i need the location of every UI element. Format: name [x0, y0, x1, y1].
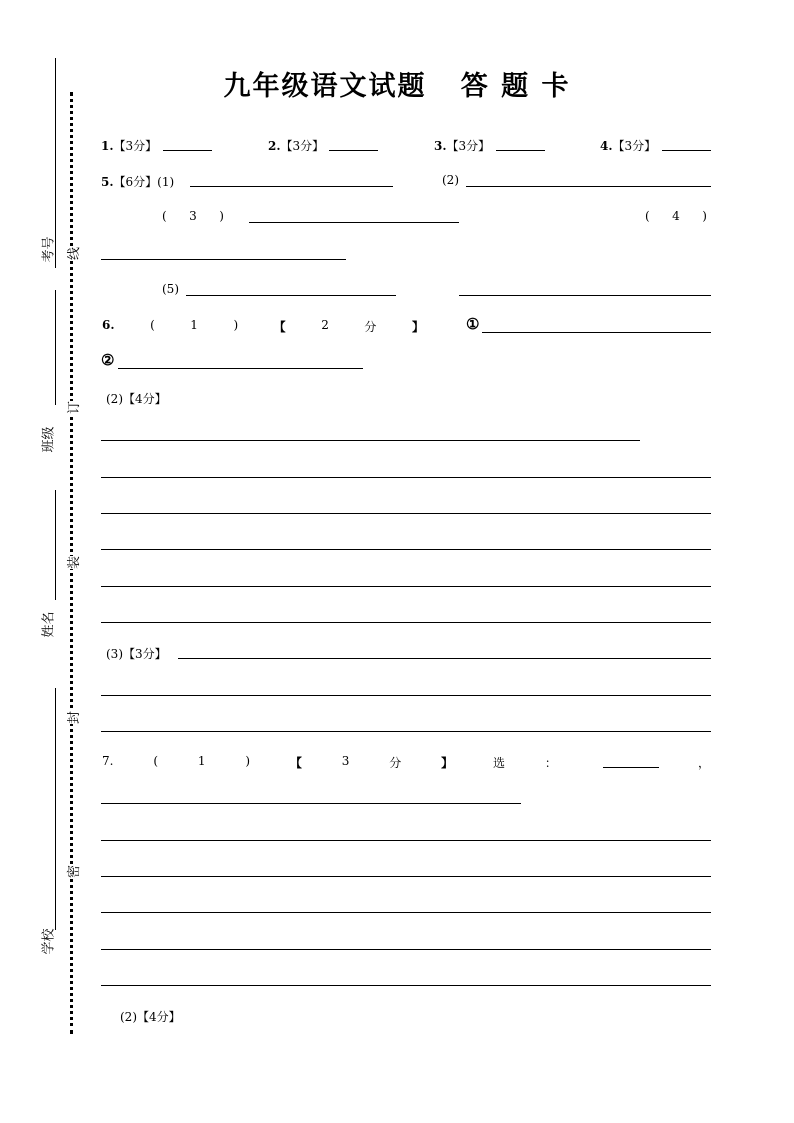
seal-mark-feng: 封: [63, 711, 82, 724]
label-name: 姓名: [41, 611, 57, 638]
q7-1-label: 7. ( 1 ) 【 3 分 】 选 ：: [102, 754, 557, 770]
title-sub: 答 题 卡: [460, 71, 571, 102]
q6-1-label: 6. ( 1 ) 【 2 分 】: [102, 318, 424, 334]
q6-3-answer-line-3[interactable]: [101, 731, 711, 732]
binding-rule-exam-class: [55, 290, 56, 405]
q5-1-answer-line[interactable]: [190, 186, 393, 187]
q6-2-answer-line-6[interactable]: [101, 622, 711, 623]
q5-5-answer-line[interactable]: [186, 295, 396, 296]
q6-2-label: (2)【4分】: [106, 392, 167, 406]
label-school: 学校: [41, 928, 57, 955]
q5-2-label: (2): [442, 173, 459, 187]
q5-2-answer-line[interactable]: [466, 186, 711, 187]
q7-1-answer-line-4[interactable]: [101, 912, 711, 913]
q7-1-answer-line-5[interactable]: [101, 949, 711, 950]
q7-2-label: (2)【4分】: [120, 1010, 181, 1024]
q6-2-answer-line-5[interactable]: [101, 586, 711, 587]
q7-1-answer-line-1[interactable]: [101, 803, 521, 804]
q6-2-answer-line-3[interactable]: [101, 513, 711, 514]
q7-1-answer-line-3[interactable]: [101, 876, 711, 877]
q3-answer-line[interactable]: [496, 150, 545, 151]
q6-3-answer-line-1[interactable]: [178, 658, 711, 659]
q7-1-answer-line-6[interactable]: [101, 985, 711, 986]
q1-answer-line[interactable]: [163, 150, 212, 151]
q5-3-answer-line[interactable]: [249, 222, 459, 223]
q3-label: 3.【3分】: [434, 139, 491, 153]
q6-3-answer-line-2[interactable]: [101, 695, 711, 696]
q2-label: 2.【3分】: [268, 139, 325, 153]
seal-mark-line: 线: [63, 247, 82, 260]
q1-label: 1.【3分】: [101, 139, 158, 153]
q4-answer-line[interactable]: [662, 150, 711, 151]
q6-3-label: (3)【3分】: [106, 647, 167, 661]
label-class: 班级: [41, 426, 57, 453]
q5-extra-answer-line[interactable]: [459, 295, 711, 296]
seal-mark-zhuang: 装: [63, 556, 82, 569]
q2-answer-line[interactable]: [329, 150, 378, 151]
seal-mark-mi: 密: [63, 865, 82, 878]
q6-circle-2: ②: [101, 351, 115, 369]
q6-1-answer-line-a[interactable]: [482, 332, 711, 333]
binding-rule-school: [55, 688, 56, 930]
q5-5-label: (5): [162, 282, 179, 296]
q5-3-label: ( 3 ): [162, 209, 224, 223]
title-main: 九年级语文试题: [223, 71, 427, 102]
q5-4-label: ( 4 ): [645, 209, 707, 223]
q4-label: 4.【3分】: [600, 139, 657, 153]
q5-4-answer-line[interactable]: [101, 259, 346, 260]
binding-rule-name: [55, 490, 56, 600]
q7-1-choice-line[interactable]: [603, 767, 659, 768]
q5-label: 5.【6分】(1): [101, 175, 175, 189]
q6-2-answer-line-2[interactable]: [101, 477, 711, 478]
seal-mark-ding: 订: [63, 401, 82, 414]
q7-1-answer-line-2[interactable]: [101, 840, 711, 841]
q6-1-answer-line-b[interactable]: [118, 368, 363, 369]
q7-comma: ，: [698, 756, 711, 770]
label-exam-no: 考号: [41, 236, 57, 263]
page-title: [0, 64, 794, 103]
q6-2-answer-line-4[interactable]: [101, 549, 711, 550]
q6-circle-1: ①: [466, 315, 480, 333]
q6-2-answer-line-1[interactable]: [101, 440, 640, 441]
